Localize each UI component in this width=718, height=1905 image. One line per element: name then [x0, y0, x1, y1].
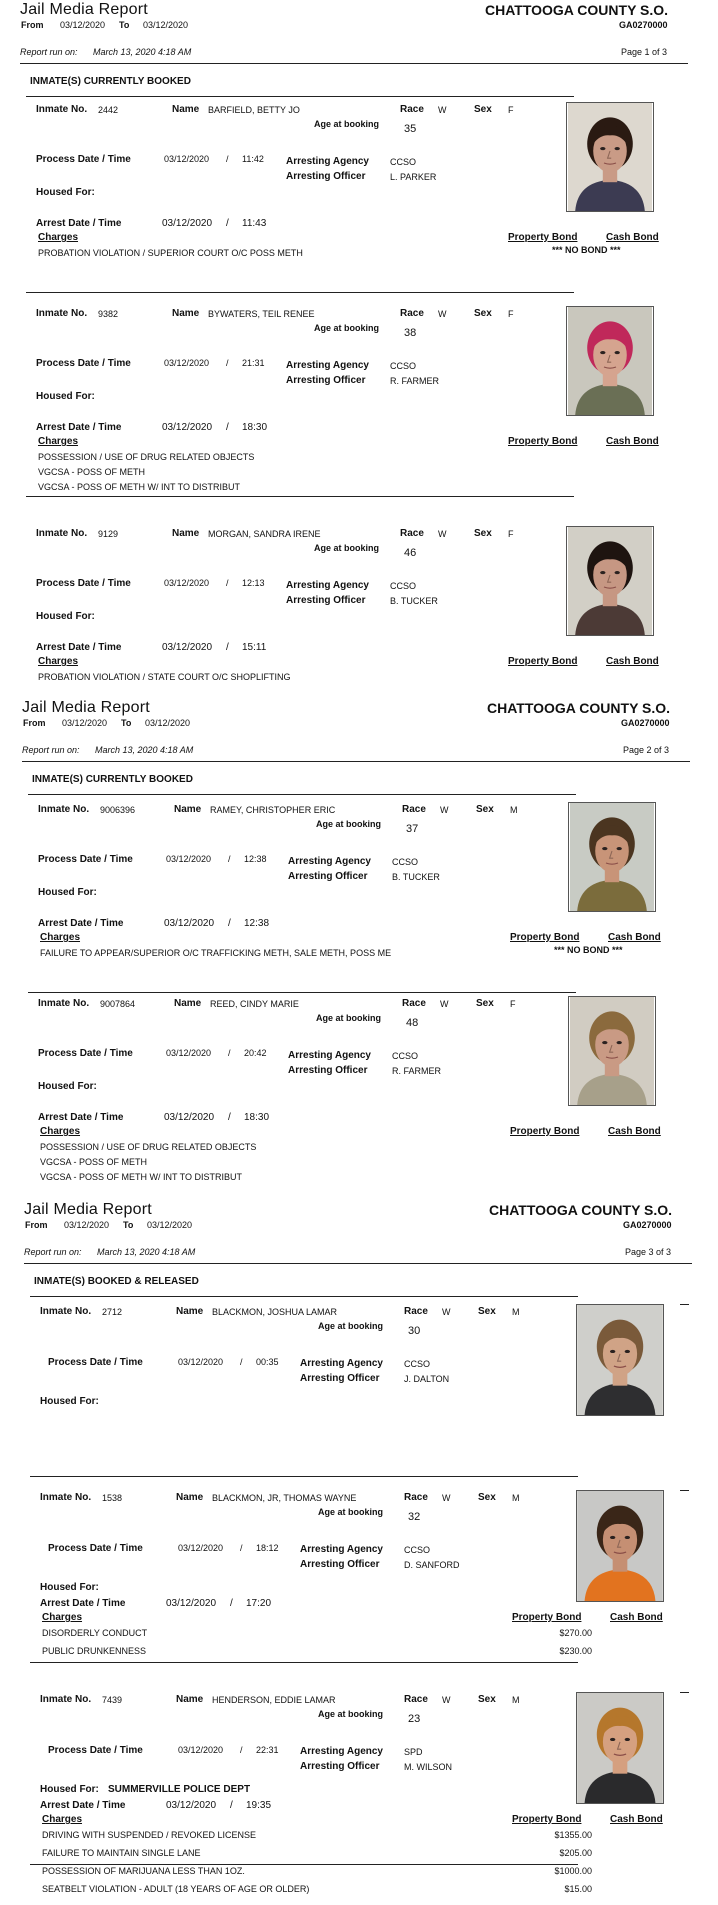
charge-line: VGCSA - POSS OF METH: [40, 1157, 148, 1167]
inmate-age: 46: [404, 547, 417, 559]
process-label: Process Date / Time: [36, 578, 131, 589]
inmate-number: 9006396: [100, 805, 136, 815]
name-label: Name: [174, 804, 202, 815]
process-date: 03/12/2020: [178, 1357, 224, 1367]
run-on-label: Report run on:: [22, 745, 80, 755]
inmate-number: 2442: [98, 105, 119, 115]
inmate-race: W: [440, 999, 449, 1009]
bond-amount: $1000.00: [554, 1866, 592, 1876]
age-label: Age at booking: [318, 1321, 383, 1331]
mugshot-silhouette-icon: [567, 103, 653, 211]
sex-label: Sex: [476, 804, 494, 815]
arrest-time: 19:35: [246, 1800, 272, 1811]
section-heading: INMATE(S) BOOKED & RELEASED: [34, 1276, 199, 1287]
sex-label: Sex: [478, 1694, 496, 1705]
arrest-label: Arrest Date / Time: [40, 1800, 126, 1811]
inmate-no-label: Inmate No.: [40, 1306, 92, 1317]
inmate-number: 9129: [98, 529, 119, 539]
arrest-date: 03/12/2020: [162, 422, 213, 433]
race-label: Race: [400, 528, 424, 539]
officer-label: Arresting Officer: [300, 1761, 380, 1772]
name-label: Name: [174, 998, 202, 1009]
inmate-no-label: Inmate No.: [36, 104, 88, 115]
housed-label: Housed For:: [38, 887, 97, 898]
inmate-name: BYWATERS, TEIL RENEE: [208, 309, 315, 319]
arrest-time: 15:11: [242, 642, 267, 653]
booking-photo: [576, 1490, 664, 1602]
arresting-agency: CCSO: [404, 1359, 431, 1369]
inmate-name: BARFIELD, BETTY JO: [208, 105, 300, 115]
property-bond-label: Property Bond: [512, 1814, 582, 1825]
arresting-agency: CCSO: [404, 1545, 431, 1555]
charge-line: POSSESSION / USE OF DRUG RELATED OBJECTS: [40, 1142, 257, 1152]
bond-amount: $1355.00: [554, 1830, 592, 1840]
arresting-officer: B. TUCKER: [390, 596, 438, 606]
record-divider: [30, 1864, 578, 1865]
county-name: CHATTOOGA COUNTY S.O.: [485, 2, 669, 18]
booking-photo: [566, 102, 654, 212]
run-on-date: March 13, 2020 4:18 AM: [93, 47, 192, 57]
page-number: Page 1 of 3: [621, 47, 668, 57]
process-date: 03/12/2020: [166, 854, 212, 864]
process-time: 20:42: [244, 1048, 267, 1058]
process-slash: /: [228, 854, 231, 864]
inmate-record: [0, 512, 718, 702]
inmate-record: [0, 1476, 718, 1666]
arrest-time: 17:20: [246, 1598, 272, 1609]
from-label: From: [23, 718, 46, 728]
from-label: From: [21, 20, 44, 30]
age-label: Age at booking: [314, 119, 379, 129]
record-tick: [680, 1490, 689, 1491]
record-divider: [26, 496, 574, 497]
header-divider: [24, 1263, 692, 1264]
officer-label: Arresting Officer: [300, 1559, 380, 1570]
no-bond-text: *** NO BOND ***: [554, 945, 623, 955]
charge-line: PROBATION VIOLATION / STATE COURT O/C SHOPLIFTING: [38, 672, 291, 682]
cash-bond-label: Cash Bond: [606, 436, 659, 447]
arresting-officer: M. WILSON: [404, 1762, 453, 1772]
record-tick: [680, 1692, 689, 1693]
inmate-race: W: [438, 529, 447, 539]
arrest-slash: /: [228, 1112, 231, 1123]
arresting-agency: CCSO: [392, 857, 419, 867]
agency-label: Arresting Agency: [300, 1746, 383, 1757]
to-label: To: [119, 20, 130, 30]
process-date: 03/12/2020: [178, 1543, 224, 1553]
process-date: 03/12/2020: [164, 154, 210, 164]
mugshot-silhouette-icon: [567, 307, 653, 415]
process-date: 03/12/2020: [178, 1745, 224, 1755]
inmate-sex: M: [512, 1493, 520, 1503]
inmate-no-label: Inmate No.: [40, 1694, 92, 1705]
charge-line: POSSESSION / USE OF DRUG RELATED OBJECTS: [38, 452, 255, 462]
arresting-agency: CCSO: [390, 157, 417, 167]
run-on-date: March 13, 2020 4:18 AM: [97, 1247, 196, 1257]
charges-label: Charges: [38, 656, 79, 667]
arrest-label: Arrest Date / Time: [36, 422, 122, 433]
charges-label: Charges: [42, 1612, 83, 1623]
bond-amount: $205.00: [559, 1848, 592, 1858]
no-bond-text: *** NO BOND ***: [552, 245, 621, 255]
report-title: Jail Media Report: [24, 1201, 152, 1218]
process-slash: /: [226, 154, 229, 164]
charges-label: Charges: [38, 232, 79, 243]
inmate-race: W: [442, 1493, 451, 1503]
agency-label: Arresting Agency: [286, 580, 369, 591]
process-label: Process Date / Time: [48, 1543, 143, 1554]
inmate-age: 35: [404, 123, 417, 135]
charge-line: VGCSA - POSS OF METH: [38, 467, 146, 477]
process-slash: /: [240, 1357, 243, 1367]
agency-label: Arresting Agency: [300, 1544, 383, 1555]
mugshot-silhouette-icon: [577, 1491, 663, 1601]
process-slash: /: [226, 578, 229, 588]
agency-label: Arresting Agency: [286, 360, 369, 371]
agency-label: Arresting Agency: [288, 1050, 371, 1061]
sex-label: Sex: [474, 308, 492, 319]
inmate-record: [0, 788, 718, 978]
housed-for: SUMMERVILLE POLICE DEPT: [108, 1784, 251, 1795]
section-heading: INMATE(S) CURRENTLY BOOKED: [30, 76, 191, 87]
race-label: Race: [404, 1306, 428, 1317]
booking-photo: [568, 802, 656, 912]
process-slash: /: [240, 1543, 243, 1553]
inmate-record: [0, 88, 718, 278]
process-date: 03/12/2020: [164, 358, 210, 368]
process-time: 18:12: [256, 1543, 279, 1553]
process-time: 12:38: [244, 854, 267, 864]
name-label: Name: [172, 308, 200, 319]
header-divider: [20, 63, 688, 64]
booking-photo: [576, 1692, 664, 1804]
charge-line: POSSESSION OF MARIJUANA LESS THAN 1OZ.: [42, 1866, 245, 1876]
run-on-date: March 13, 2020 4:18 AM: [95, 745, 194, 755]
age-label: Age at booking: [316, 1013, 381, 1023]
inmate-record: [0, 1678, 718, 1894]
process-date: 03/12/2020: [166, 1048, 212, 1058]
sex-label: Sex: [476, 998, 494, 1009]
to-date: 03/12/2020: [143, 20, 189, 30]
charges-label: Charges: [42, 1814, 83, 1825]
record-tick: [680, 1304, 689, 1305]
report-title: Jail Media Report: [22, 699, 150, 716]
arresting-agency: CCSO: [390, 361, 417, 371]
age-label: Age at booking: [314, 323, 379, 333]
charge-line: VGCSA - POSS OF METH W/ INT TO DISTRIBUT: [40, 1172, 243, 1182]
inmate-number: 9382: [98, 309, 119, 319]
charge-line: PROBATION VIOLATION / SUPERIOR COURT O/C POSS METH: [38, 248, 303, 258]
mugshot-silhouette-icon: [569, 997, 655, 1105]
cash-bond-label: Cash Bond: [608, 1126, 661, 1137]
mugshot-silhouette-icon: [567, 527, 653, 635]
page-number: Page 2 of 3: [623, 745, 670, 755]
arrest-slash: /: [230, 1800, 233, 1811]
officer-label: Arresting Officer: [300, 1373, 380, 1384]
housed-label: Housed For:: [38, 1081, 97, 1092]
report-title: Jail Media Report: [20, 1, 148, 18]
arrest-time: 12:38: [244, 918, 270, 929]
inmate-race: W: [438, 105, 447, 115]
inmate-name: MORGAN, SANDRA IRENE: [208, 529, 321, 539]
age-label: Age at booking: [318, 1709, 383, 1719]
inmate-age: 38: [404, 327, 417, 339]
arresting-agency: SPD: [404, 1747, 423, 1757]
inmate-no-label: Inmate No.: [38, 804, 90, 815]
record-divider: [30, 1662, 578, 1663]
sex-label: Sex: [478, 1492, 496, 1503]
arresting-officer: J. DALTON: [404, 1374, 450, 1384]
charges-label: Charges: [38, 436, 79, 447]
race-label: Race: [402, 998, 426, 1009]
arresting-agency: CCSO: [392, 1051, 419, 1061]
booking-photo: [568, 996, 656, 1106]
inmate-age: 37: [406, 823, 419, 835]
inmate-number: 1538: [102, 1493, 123, 1503]
inmate-sex: F: [508, 529, 514, 539]
inmate-no-label: Inmate No.: [38, 998, 90, 1009]
inmate-sex: M: [510, 805, 518, 815]
agency-label: Arresting Agency: [288, 856, 371, 867]
arrest-label: Arrest Date / Time: [40, 1598, 126, 1609]
inmate-name: REED, CINDY MARIE: [210, 999, 299, 1009]
charge-line: FAILURE TO MAINTAIN SINGLE LANE: [42, 1848, 201, 1858]
inmate-name: BLACKMON, JR, THOMAS WAYNE: [212, 1493, 357, 1503]
charge-line: FAILURE TO APPEAR/SUPERIOR O/C TRAFFICKING METH, SALE METH, POSS ME: [40, 948, 392, 958]
name-label: Name: [172, 528, 200, 539]
housed-label: Housed For:: [40, 1784, 99, 1795]
charge-line: VGCSA - POSS OF METH W/ INT TO DISTRIBUT: [38, 482, 241, 492]
charge-line: PUBLIC DRUNKENNESS: [42, 1646, 147, 1656]
ori-number: GA0270000: [623, 1220, 672, 1230]
process-label: Process Date / Time: [38, 1048, 133, 1059]
inmate-sex: F: [510, 999, 516, 1009]
arrest-time: 11:43: [242, 218, 267, 229]
cash-bond-label: Cash Bond: [606, 656, 659, 667]
inmate-race: W: [442, 1307, 451, 1317]
property-bond-label: Property Bond: [512, 1612, 582, 1623]
section-heading: INMATE(S) CURRENTLY BOOKED: [32, 774, 193, 785]
sex-label: Sex: [474, 528, 492, 539]
race-label: Race: [404, 1492, 428, 1503]
inmate-age: 32: [408, 1511, 421, 1523]
to-label: To: [121, 718, 132, 728]
arrest-date: 03/12/2020: [164, 1112, 215, 1123]
arrest-date: 03/12/2020: [166, 1800, 217, 1811]
from-date: 03/12/2020: [60, 20, 106, 30]
mugshot-silhouette-icon: [577, 1305, 663, 1415]
age-label: Age at booking: [314, 543, 379, 553]
arrest-time: 18:30: [244, 1112, 270, 1123]
arrest-date: 03/12/2020: [162, 218, 213, 229]
inmate-race: W: [438, 309, 447, 319]
county-name: CHATTOOGA COUNTY S.O.: [487, 700, 671, 716]
inmate-age: 30: [408, 1325, 421, 1337]
property-bond-label: Property Bond: [508, 656, 578, 667]
cash-bond-label: Cash Bond: [610, 1612, 663, 1623]
inmate-no-label: Inmate No.: [40, 1492, 92, 1503]
arrest-slash: /: [226, 642, 229, 653]
sex-label: Sex: [474, 104, 492, 115]
race-label: Race: [400, 308, 424, 319]
inmate-record: [0, 982, 718, 1182]
arresting-officer: B. TUCKER: [392, 872, 440, 882]
arrest-label: Arrest Date / Time: [36, 642, 122, 653]
cash-bond-label: Cash Bond: [610, 1814, 663, 1825]
mugshot-silhouette-icon: [577, 1693, 663, 1803]
inmate-no-label: Inmate No.: [36, 528, 88, 539]
inmate-age: 23: [408, 1713, 421, 1725]
mugshot-silhouette-icon: [569, 803, 655, 911]
process-label: Process Date / Time: [36, 154, 131, 165]
process-label: Process Date / Time: [48, 1357, 143, 1368]
inmate-sex: M: [512, 1307, 520, 1317]
from-date: 03/12/2020: [64, 1220, 110, 1230]
property-bond-label: Property Bond: [508, 232, 578, 243]
inmate-number: 2712: [102, 1307, 123, 1317]
charges-label: Charges: [40, 932, 81, 943]
housed-label: Housed For:: [36, 187, 95, 198]
name-label: Name: [172, 104, 200, 115]
charge-line: SEATBELT VIOLATION - ADULT (18 YEARS OF AGE OR OLDER): [42, 1884, 310, 1894]
arrest-date: 03/12/2020: [164, 918, 215, 929]
process-time: 12:13: [242, 578, 265, 588]
arrest-date: 03/12/2020: [166, 1598, 217, 1609]
age-label: Age at booking: [318, 1507, 383, 1517]
arrest-slash: /: [230, 1598, 233, 1609]
process-time: 22:31: [256, 1745, 279, 1755]
inmate-name: BLACKMON, JOSHUA LAMAR: [212, 1307, 338, 1317]
inmate-age: 48: [406, 1017, 419, 1029]
arrest-label: Arrest Date / Time: [38, 1112, 124, 1123]
ori-number: GA0270000: [619, 20, 668, 30]
name-label: Name: [176, 1694, 204, 1705]
to-date: 03/12/2020: [147, 1220, 193, 1230]
arrest-slash: /: [226, 218, 229, 229]
inmate-no-label: Inmate No.: [36, 308, 88, 319]
inmate-record: [0, 292, 718, 492]
process-time: 00:35: [256, 1357, 279, 1367]
booking-photo: [566, 526, 654, 636]
race-label: Race: [404, 1694, 428, 1705]
from-date: 03/12/2020: [62, 718, 108, 728]
officer-label: Arresting Officer: [286, 171, 366, 182]
sex-label: Sex: [478, 1306, 496, 1317]
arresting-officer: L. PARKER: [390, 172, 437, 182]
run-on-label: Report run on:: [24, 1247, 82, 1257]
agency-label: Arresting Agency: [286, 156, 369, 167]
inmate-sex: F: [508, 105, 514, 115]
header-divider: [22, 761, 690, 762]
process-slash: /: [228, 1048, 231, 1058]
inmate-sex: M: [512, 1695, 520, 1705]
property-bond-label: Property Bond: [508, 436, 578, 447]
bond-amount: $230.00: [559, 1646, 592, 1656]
name-label: Name: [176, 1306, 204, 1317]
age-label: Age at booking: [316, 819, 381, 829]
process-date: 03/12/2020: [164, 578, 210, 588]
name-label: Name: [176, 1492, 204, 1503]
ori-number: GA0270000: [621, 718, 670, 728]
race-label: Race: [400, 104, 424, 115]
officer-label: Arresting Officer: [286, 375, 366, 386]
inmate-sex: F: [508, 309, 514, 319]
process-slash: /: [240, 1745, 243, 1755]
race-label: Race: [402, 804, 426, 815]
agency-label: Arresting Agency: [300, 1358, 383, 1369]
housed-label: Housed For:: [40, 1582, 99, 1593]
booking-photo: [576, 1304, 664, 1416]
county-name: CHATTOOGA COUNTY S.O.: [489, 1202, 673, 1218]
to-label: To: [123, 1220, 134, 1230]
inmate-number: 7439: [102, 1695, 123, 1705]
process-label: Process Date / Time: [36, 358, 131, 369]
process-time: 21:31: [242, 358, 265, 368]
booking-photo: [566, 306, 654, 416]
arresting-agency: CCSO: [390, 581, 417, 591]
run-on-label: Report run on:: [20, 47, 78, 57]
arrest-slash: /: [228, 918, 231, 929]
bond-amount: $270.00: [559, 1628, 592, 1638]
inmate-name: HENDERSON, EDDIE LAMAR: [212, 1695, 336, 1705]
officer-label: Arresting Officer: [286, 595, 366, 606]
housed-label: Housed For:: [36, 611, 95, 622]
arrest-date: 03/12/2020: [162, 642, 213, 653]
process-label: Process Date / Time: [38, 854, 133, 865]
housed-label: Housed For:: [40, 1396, 99, 1407]
arresting-officer: D. SANFORD: [404, 1560, 460, 1570]
arresting-officer: R. FARMER: [392, 1066, 442, 1076]
officer-label: Arresting Officer: [288, 871, 368, 882]
arrest-slash: /: [226, 422, 229, 433]
charge-line: DRIVING WITH SUSPENDED / REVOKED LICENSE: [42, 1830, 257, 1840]
inmate-name: RAMEY, CHRISTOPHER ERIC: [210, 805, 336, 815]
process-label: Process Date / Time: [48, 1745, 143, 1756]
charge-line: DISORDERLY CONDUCT: [42, 1628, 148, 1638]
inmate-record: [0, 1290, 718, 1480]
arresting-officer: R. FARMER: [390, 376, 440, 386]
arrest-time: 18:30: [242, 422, 268, 433]
property-bond-label: Property Bond: [510, 932, 580, 943]
bond-amount: $15.00: [564, 1884, 592, 1894]
housed-label: Housed For:: [36, 391, 95, 402]
page-number: Page 3 of 3: [625, 1247, 672, 1257]
cash-bond-label: Cash Bond: [608, 932, 661, 943]
inmate-race: W: [440, 805, 449, 815]
property-bond-label: Property Bond: [510, 1126, 580, 1137]
arrest-label: Arrest Date / Time: [38, 918, 124, 929]
inmate-race: W: [442, 1695, 451, 1705]
to-date: 03/12/2020: [145, 718, 191, 728]
inmate-number: 9007864: [100, 999, 136, 1009]
process-time: 11:42: [242, 154, 264, 164]
arrest-label: Arrest Date / Time: [36, 218, 122, 229]
charges-label: Charges: [40, 1126, 81, 1137]
cash-bond-label: Cash Bond: [606, 232, 659, 243]
from-label: From: [25, 1220, 48, 1230]
officer-label: Arresting Officer: [288, 1065, 368, 1076]
process-slash: /: [226, 358, 229, 368]
